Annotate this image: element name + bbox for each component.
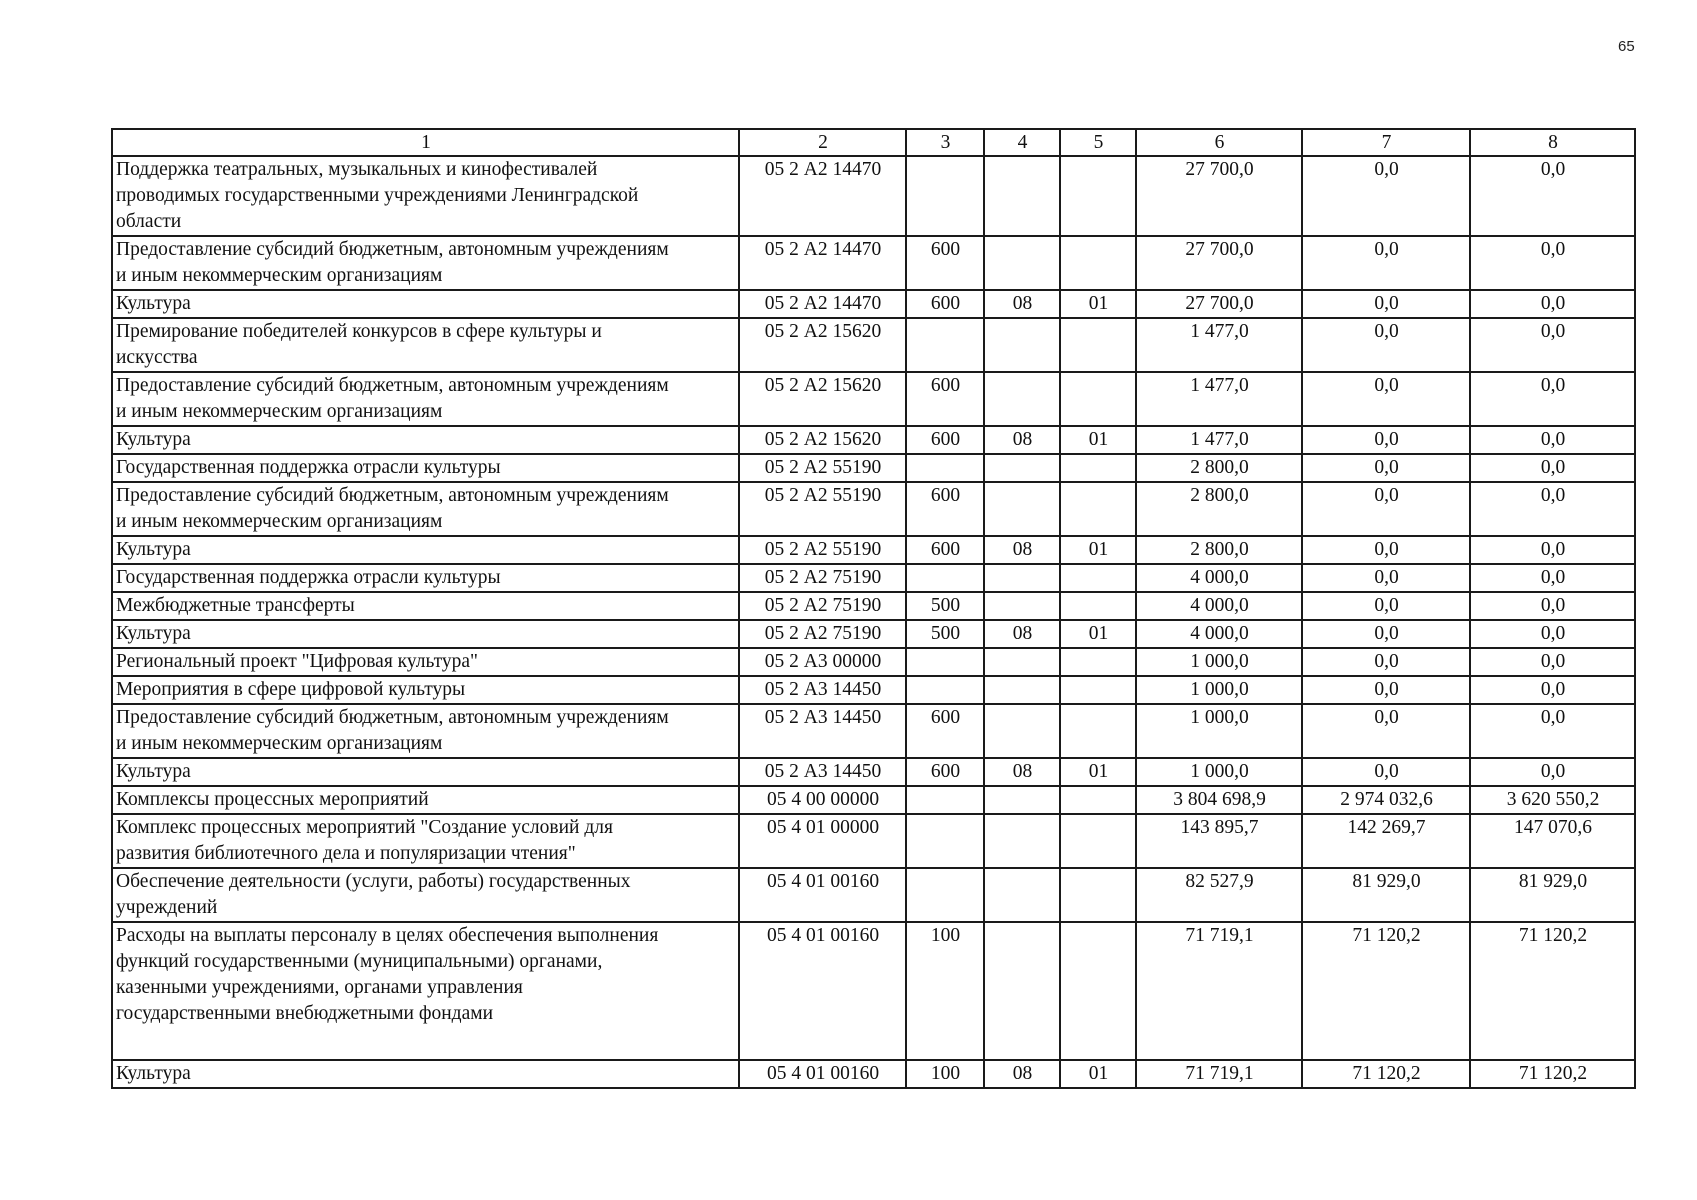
row-year3-cell: 0,0 [1470,290,1635,318]
row-rz-cell [984,592,1060,620]
row-name-cell: Мероприятия в сфере цифровой культуры [112,676,739,704]
row-vr-cell: 600 [906,704,984,758]
row-year3-cell: 0,0 [1470,592,1635,620]
row-year3-cell: 0,0 [1470,426,1635,454]
row-code-cell: 05 4 00 00000 [739,786,906,814]
row-rz-cell [984,676,1060,704]
row-vr-cell: 600 [906,372,984,426]
row-code-cell: 05 2 А3 14450 [739,758,906,786]
row-vr-cell: 600 [906,758,984,786]
row-vr-cell [906,868,984,922]
row-vr-cell [906,564,984,592]
row-code-cell: 05 2 А2 55190 [739,454,906,482]
table-row [112,704,1635,758]
row-year3-cell: 0,0 [1470,236,1635,290]
row-code-cell: 05 2 А2 14470 [739,156,906,236]
row-year1-cell: 2 800,0 [1136,482,1302,536]
row-year2-cell: 0,0 [1302,290,1470,318]
row-code-cell: 05 2 А3 14450 [739,676,906,704]
row-name-cell: Культура [112,620,739,648]
header-row [112,129,1635,156]
row-year2-cell: 0,0 [1302,676,1470,704]
row-rz-cell: 08 [984,426,1060,454]
row-year1-cell: 4 000,0 [1136,620,1302,648]
row-year3-cell: 71 120,2 [1470,1060,1635,1088]
row-year2-cell: 71 120,2 [1302,922,1470,1060]
row-pr-cell [1060,704,1136,758]
row-vr-cell: 100 [906,1060,984,1088]
row-name-cell: Расходы на выплаты персоналу в целях обеспечения выполнения функций государственными (муниципальными) органами, казенными учреждениями, органами управления государственными внебюджетными фондами [112,922,739,1060]
row-year3-cell: 3 620 550,2 [1470,786,1635,814]
table-row [112,758,1635,786]
row-rz-cell [984,454,1060,482]
row-pr-cell: 01 [1060,290,1136,318]
row-year2-cell: 2 974 032,6 [1302,786,1470,814]
row-pr-cell [1060,318,1136,372]
table-row [112,426,1635,454]
row-code-cell: 05 2 А2 75190 [739,592,906,620]
row-year1-cell: 4 000,0 [1136,592,1302,620]
row-name-cell: Культура [112,758,739,786]
row-year1-cell: 1 477,0 [1136,372,1302,426]
table-row [112,922,1635,1060]
row-rz-cell [984,868,1060,922]
page-number: 65 [1618,38,1635,55]
row-year1-cell: 1 000,0 [1136,758,1302,786]
row-vr-cell: 500 [906,592,984,620]
row-year2-cell: 0,0 [1302,156,1470,236]
column-header: 2 [739,129,906,156]
row-code-cell: 05 2 А2 14470 [739,236,906,290]
row-year2-cell: 71 120,2 [1302,1060,1470,1088]
row-year1-cell: 1 000,0 [1136,648,1302,676]
row-pr-cell [1060,868,1136,922]
row-year1-cell: 27 700,0 [1136,290,1302,318]
row-year3-cell: 71 120,2 [1470,922,1635,1060]
row-year2-cell: 0,0 [1302,482,1470,536]
row-year3-cell: 81 929,0 [1470,868,1635,922]
row-name-cell: Культура [112,290,739,318]
row-vr-cell: 500 [906,620,984,648]
row-year2-cell: 0,0 [1302,236,1470,290]
row-pr-cell [1060,454,1136,482]
row-year3-cell: 0,0 [1470,564,1635,592]
table-row [112,676,1635,704]
row-year1-cell: 1 000,0 [1136,676,1302,704]
row-year3-cell: 0,0 [1470,704,1635,758]
row-code-cell: 05 4 01 00160 [739,868,906,922]
row-rz-cell: 08 [984,1060,1060,1088]
row-year1-cell: 1 477,0 [1136,426,1302,454]
column-header: 6 [1136,129,1302,156]
row-code-cell: 05 2 А2 14470 [739,290,906,318]
row-code-cell: 05 2 А3 14450 [739,704,906,758]
row-year2-cell: 0,0 [1302,454,1470,482]
row-pr-cell [1060,372,1136,426]
row-name-cell: Государственная поддержка отрасли культуры [112,564,739,592]
row-year1-cell: 1 477,0 [1136,318,1302,372]
table-row [112,620,1635,648]
row-pr-cell [1060,676,1136,704]
table-header [112,129,1635,156]
table-row [112,564,1635,592]
row-code-cell: 05 2 А2 55190 [739,482,906,536]
row-name-cell: Предоставление субсидий бюджетным, автономным учреждениям и иным некоммерческим организациям [112,704,739,758]
row-pr-cell: 01 [1060,426,1136,454]
row-year2-cell: 0,0 [1302,758,1470,786]
row-code-cell: 05 4 01 00000 [739,814,906,868]
row-vr-cell [906,814,984,868]
row-name-cell: Поддержка театральных, музыкальных и кинофестивалей проводимых государственными учреждениями Ленинградской области [112,156,739,236]
row-name-cell: Культура [112,1060,739,1088]
row-name-cell: Комплексы процессных мероприятий [112,786,739,814]
table-row [112,1060,1635,1088]
row-name-cell: Предоставление субсидий бюджетным, автономным учреждениям и иным некоммерческим организациям [112,236,739,290]
row-year1-cell: 71 719,1 [1136,922,1302,1060]
row-year1-cell: 2 800,0 [1136,454,1302,482]
row-year2-cell: 0,0 [1302,648,1470,676]
row-year3-cell: 0,0 [1470,676,1635,704]
column-header: 4 [984,129,1060,156]
row-code-cell: 05 2 А2 15620 [739,372,906,426]
budget-table [111,128,1636,1089]
row-vr-cell [906,156,984,236]
table-row [112,592,1635,620]
row-rz-cell [984,648,1060,676]
row-year1-cell: 82 527,9 [1136,868,1302,922]
column-header: 5 [1060,129,1136,156]
column-header: 3 [906,129,984,156]
row-pr-cell [1060,648,1136,676]
row-pr-cell [1060,592,1136,620]
row-pr-cell [1060,482,1136,536]
row-vr-cell: 600 [906,536,984,564]
row-rz-cell: 08 [984,290,1060,318]
row-name-cell: Обеспечение деятельности (услуги, работы) государственных учреждений [112,868,739,922]
row-name-cell: Предоставление субсидий бюджетным, автономным учреждениям и иным некоммерческим организациям [112,482,739,536]
table-row [112,372,1635,426]
row-name-cell: Премирование победителей конкурсов в сфере культуры и искусства [112,318,739,372]
row-pr-cell: 01 [1060,620,1136,648]
table-row [112,318,1635,372]
row-name-cell: Региональный проект "Цифровая культура" [112,648,739,676]
row-code-cell: 05 4 01 00160 [739,922,906,1060]
row-year3-cell: 0,0 [1470,482,1635,536]
row-year2-cell: 0,0 [1302,564,1470,592]
row-rz-cell [984,482,1060,536]
row-vr-cell: 100 [906,922,984,1060]
row-year2-cell: 81 929,0 [1302,868,1470,922]
row-pr-cell [1060,922,1136,1060]
row-year1-cell: 1 000,0 [1136,704,1302,758]
row-year3-cell: 0,0 [1470,758,1635,786]
row-pr-cell [1060,814,1136,868]
row-year3-cell: 0,0 [1470,156,1635,236]
row-code-cell: 05 4 01 00160 [739,1060,906,1088]
row-vr-cell [906,786,984,814]
row-year1-cell: 2 800,0 [1136,536,1302,564]
table-row [112,536,1635,564]
column-header: 7 [1302,129,1470,156]
row-year1-cell: 4 000,0 [1136,564,1302,592]
row-name-cell: Предоставление субсидий бюджетным, автономным учреждениям и иным некоммерческим организациям [112,372,739,426]
row-name-cell: Культура [112,426,739,454]
row-rz-cell [984,704,1060,758]
row-code-cell: 05 2 А3 00000 [739,648,906,676]
table-row [112,454,1635,482]
row-code-cell: 05 2 А2 15620 [739,426,906,454]
row-rz-cell [984,318,1060,372]
row-year3-cell: 0,0 [1470,620,1635,648]
column-header: 8 [1470,129,1635,156]
row-year3-cell: 147 070,6 [1470,814,1635,868]
table-row [112,814,1635,868]
row-vr-cell: 600 [906,236,984,290]
row-name-cell: Комплекс процессных мероприятий "Создание условий для развития библиотечного дела и популяризации чтения" [112,814,739,868]
row-rz-cell [984,236,1060,290]
row-rz-cell: 08 [984,620,1060,648]
row-code-cell: 05 2 А2 75190 [739,564,906,592]
row-year2-cell: 142 269,7 [1302,814,1470,868]
row-vr-cell [906,318,984,372]
row-year1-cell: 27 700,0 [1136,156,1302,236]
row-vr-cell: 600 [906,426,984,454]
row-rz-cell [984,372,1060,426]
table-row [112,786,1635,814]
row-year2-cell: 0,0 [1302,620,1470,648]
table-row [112,290,1635,318]
row-name-cell: Государственная поддержка отрасли культуры [112,454,739,482]
row-vr-cell [906,454,984,482]
row-vr-cell: 600 [906,290,984,318]
row-rz-cell [984,156,1060,236]
table-row [112,236,1635,290]
row-year2-cell: 0,0 [1302,592,1470,620]
row-year3-cell: 0,0 [1470,536,1635,564]
table-row [112,868,1635,922]
row-year1-cell: 27 700,0 [1136,236,1302,290]
table-row [112,156,1635,236]
row-rz-cell [984,786,1060,814]
row-year2-cell: 0,0 [1302,372,1470,426]
row-rz-cell [984,814,1060,868]
row-pr-cell: 01 [1060,536,1136,564]
table-row [112,482,1635,536]
row-vr-cell: 600 [906,482,984,536]
row-vr-cell [906,648,984,676]
row-year1-cell: 143 895,7 [1136,814,1302,868]
row-rz-cell: 08 [984,536,1060,564]
row-year2-cell: 0,0 [1302,318,1470,372]
row-vr-cell [906,676,984,704]
row-year3-cell: 0,0 [1470,648,1635,676]
row-pr-cell: 01 [1060,1060,1136,1088]
row-rz-cell [984,564,1060,592]
row-code-cell: 05 2 А2 15620 [739,318,906,372]
row-rz-cell: 08 [984,758,1060,786]
row-year3-cell: 0,0 [1470,454,1635,482]
row-year1-cell: 3 804 698,9 [1136,786,1302,814]
row-name-cell: Межбюджетные трансферты [112,592,739,620]
row-year2-cell: 0,0 [1302,426,1470,454]
row-name-cell: Культура [112,536,739,564]
table-row [112,648,1635,676]
row-code-cell: 05 2 А2 55190 [739,536,906,564]
row-year3-cell: 0,0 [1470,318,1635,372]
row-code-cell: 05 2 А2 75190 [739,620,906,648]
row-pr-cell [1060,786,1136,814]
table-body [112,156,1635,1088]
row-year2-cell: 0,0 [1302,704,1470,758]
row-year1-cell: 71 719,1 [1136,1060,1302,1088]
row-pr-cell [1060,156,1136,236]
row-pr-cell [1060,236,1136,290]
row-rz-cell [984,922,1060,1060]
row-year3-cell: 0,0 [1470,372,1635,426]
column-header: 1 [112,129,739,156]
row-pr-cell: 01 [1060,758,1136,786]
row-pr-cell [1060,564,1136,592]
row-year2-cell: 0,0 [1302,536,1470,564]
